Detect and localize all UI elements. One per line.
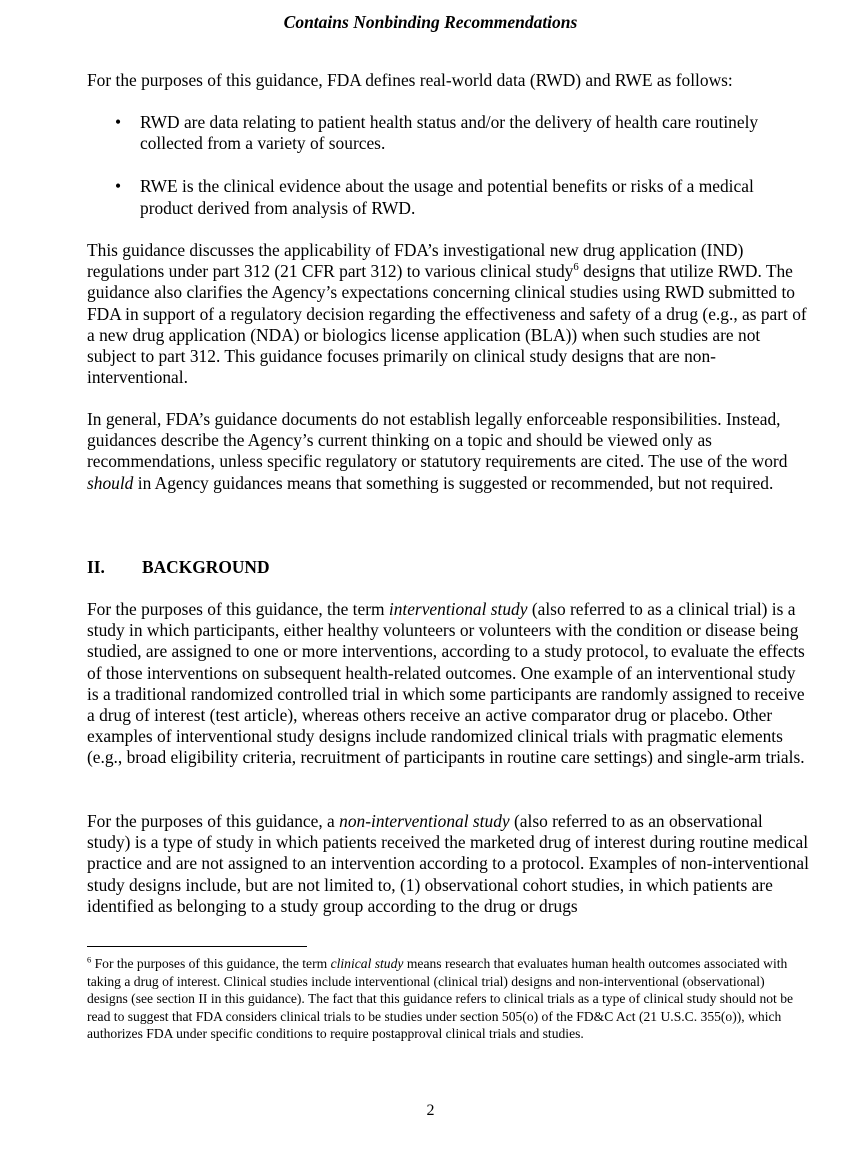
page-header: Contains Nonbinding Recommendations xyxy=(283,12,578,32)
paragraph-text: In general, FDA’s guidance documents do not establish legally enforceable responsibilities. Instead, guidances describe the Agency’s current thinking on a topic and should be viewed only as recommendations, unless specific regulatory or statutory requirements are cited. The use of the word xyxy=(87,409,788,472)
interventional-study-paragraph xyxy=(87,599,809,769)
footnote-text: For the purposes of this guidance, the term xyxy=(91,956,331,971)
list-item-text: RWD are data relating to patient health status and/or the delivery of health care routinely collected from a variety of sources. xyxy=(140,112,759,154)
applicability-paragraph xyxy=(87,240,809,388)
nonbinding-paragraph xyxy=(87,409,809,494)
emphasis-text: should xyxy=(87,472,134,493)
emphasis-text: clinical study xyxy=(330,956,404,971)
emphasis-text: non-interventional study xyxy=(339,811,510,831)
list-item xyxy=(87,112,809,154)
intro-paragraph: For the purposes of this guidance, FDA defines real-world data (RWD) and RWE as follows: xyxy=(87,70,733,90)
bullet-icon: • xyxy=(115,112,122,132)
section-heading xyxy=(87,557,270,578)
section-number: II. xyxy=(87,557,105,577)
non-interventional-study-paragraph xyxy=(87,811,809,917)
bullet-icon: • xyxy=(115,176,122,197)
paragraph-text: For the purposes of this guidance, a xyxy=(87,811,340,831)
emphasis-text: interventional study xyxy=(388,599,528,619)
section-title: BACKGROUND xyxy=(142,557,270,577)
footnote-text: means research that evaluates human health outcomes associated with taking a drug of interest. Clinical studies include interventional (clinical trial) designs and non-interventional (observational) designs (see section II in this guidance). The fact that this guidance refers to clinical trials as a type of clinical study should not be read to suggest that FDA considers clinical trials to be studies under section 505(o) of the FD&C Act (21 U.S.C. 355(o)), which authorizes FDA under specific conditions to require postapproval clinical trials and studies. xyxy=(87,956,794,1042)
list-item xyxy=(87,176,809,218)
footnote-reference[interactable]: 6 xyxy=(573,261,579,274)
definition-list xyxy=(87,112,809,241)
paragraph-text: designs that utilize RWD. The guidance also clarifies the Agency’s expectations concerning clinical studies using RWD submitted to FDA in support of a regulatory decision regarding the effectiveness and safety of a drug (e.g., as part of a new drug application (NDA) or biologics license application (BLA)) when such studies are not subject to part 312. This guidance focuses primarily on clinical study designs that are non-interventional. xyxy=(87,261,807,388)
paragraph-text: in Agency guidances means that something is suggested or recommended, but not required. xyxy=(133,472,774,493)
page-number: 2 xyxy=(426,1102,435,1119)
footnote xyxy=(87,955,799,1043)
paragraph-text: This guidance discusses the applicability of FDA’s investigational new drug application (IND) regulations under part 312 (21 CFR part 312) to various clinical study xyxy=(87,240,744,282)
footnote-marker: 6 xyxy=(87,954,92,965)
paragraph-text: For the purposes of this guidance, the term xyxy=(87,599,389,619)
paragraph-text: (also referred to as an observational study) is a type of study in which patients received the marketed drug of interest during routine medical practice and are not assigned to an intervention according to a protocol. Examples of non-interventional study designs include, but are not limited to, (1) observational cohort studies, in which patients are identified as belonging to a study group according to the drug or drugs xyxy=(87,811,809,916)
paragraph-text: (also referred to as a clinical trial) is a study in which participants, either healthy volunteers or volunteers with the condition or disease being studied, are assigned to one or more interventions, according to a study protocol, to evaluate the effects of those interventions on subsequent health-related outcomes. One example of an interventional study is a traditional randomized controlled trial in which some participants are randomly assigned to receive a drug of interest (test article), whereas others receive an active comparator drug or placebo. Other examples of interventional study designs include randomized clinical trials with pragmatic elements (e.g., broad eligibility criteria, recruitment of participants in routine care settings) and single-arm trials. xyxy=(87,599,805,768)
list-item-text: RWE is the clinical evidence about the usage and potential benefits or risks of a medical product derived from analysis of RWD. xyxy=(140,176,754,218)
footnote-divider xyxy=(87,946,307,947)
